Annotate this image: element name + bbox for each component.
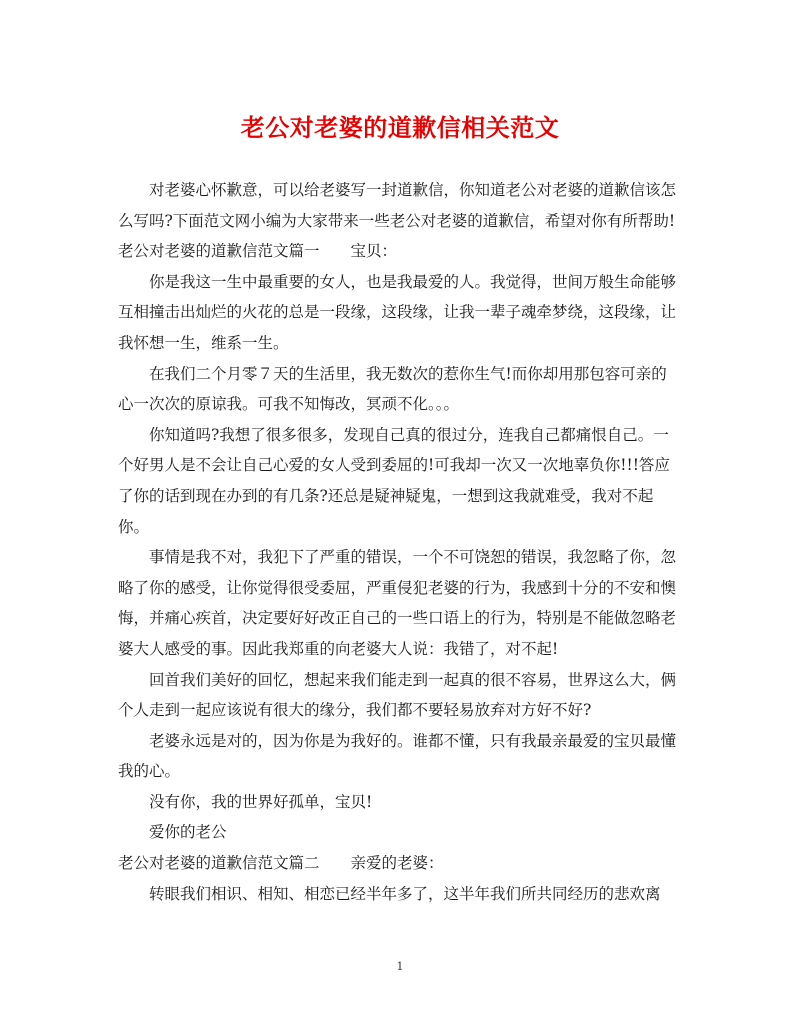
paragraph: 没有你，我的世界好孤单，宝贝! [149, 792, 373, 811]
section-heading-2: 老公对老婆的道歉信范文篇二 亲爱的老婆： [118, 854, 444, 873]
document-body [118, 175, 680, 909]
section-heading-1: 老公对老婆的道歉信范文篇一 宝贝： [118, 242, 398, 261]
paragraph: 你是我这一生中最重要的女人，也是我最爱的人。我觉得，世间万般生命能够互相撞击出灿烂的火花的总是一段缘，这段缘，让我一辈子魂牵梦绕，这段缘，让我怀想一生，维系一生。 [118, 272, 677, 352]
paragraph: 在我们二个月零７天的生活里，我无数次的惹你生气!而你却用那包容可亲的心一次次的原谅我。可我不知悔改，冥顽不化。。。 [118, 364, 667, 414]
paragraph: 你知道吗?我想了很多很多，发现自己真的很过分，连我自己都痛恨自己。一个好男人是不会让自己心爱的女人受到委屈的!可我却一次又一次地辜负你!!!答应了你的话到现在办到的有几条?还总是疑神疑鬼，一想到这我就难受，我对不起你。 [118, 425, 670, 536]
paragraph: 回首我们美好的回忆，想起来我们能走到一起真的很不容易，世界这么大，俩个人走到一起应该说有很大的缘分，我们都不要轻易放弃对方好不好? [118, 670, 677, 720]
document-title: 老公对老婆的道歉信相关范文 [240, 113, 560, 142]
signature-line: 爱你的老公 [149, 823, 227, 842]
paragraph: 事情是我不对，我犯下了严重的错误，一个不可饶恕的错误，我忽略了你，忽略了你的感受，让你觉得很受委屈，严重侵犯老婆的行为，我感到十分的不安和懊悔，并痛心疾首，决定要好好改正自己的一些口语上的行为，特别是不能做忽略老婆大人感受的事。因此我郑重的向老婆大人说：我错了，对不起! [118, 548, 677, 658]
page-number: 1 [396, 960, 404, 973]
paragraph: 转眼我们相识、相知、相恋已经半年多了，这半年我们所共同经历的悲欢离 [149, 884, 661, 903]
paragraph-intro: 对老婆心怀歉意，可以给老婆写一封道歉信，你知道老公对老婆的道歉信该怎么写吗?下面范文网小编为大家带来一些老公对老婆的道歉信，希望对你有所帮助! [118, 181, 677, 230]
paragraph: 老婆永远是对的，因为你是为我好的。谁都不懂，只有我最亲最爱的宝贝最懂我的心。 [118, 731, 677, 781]
